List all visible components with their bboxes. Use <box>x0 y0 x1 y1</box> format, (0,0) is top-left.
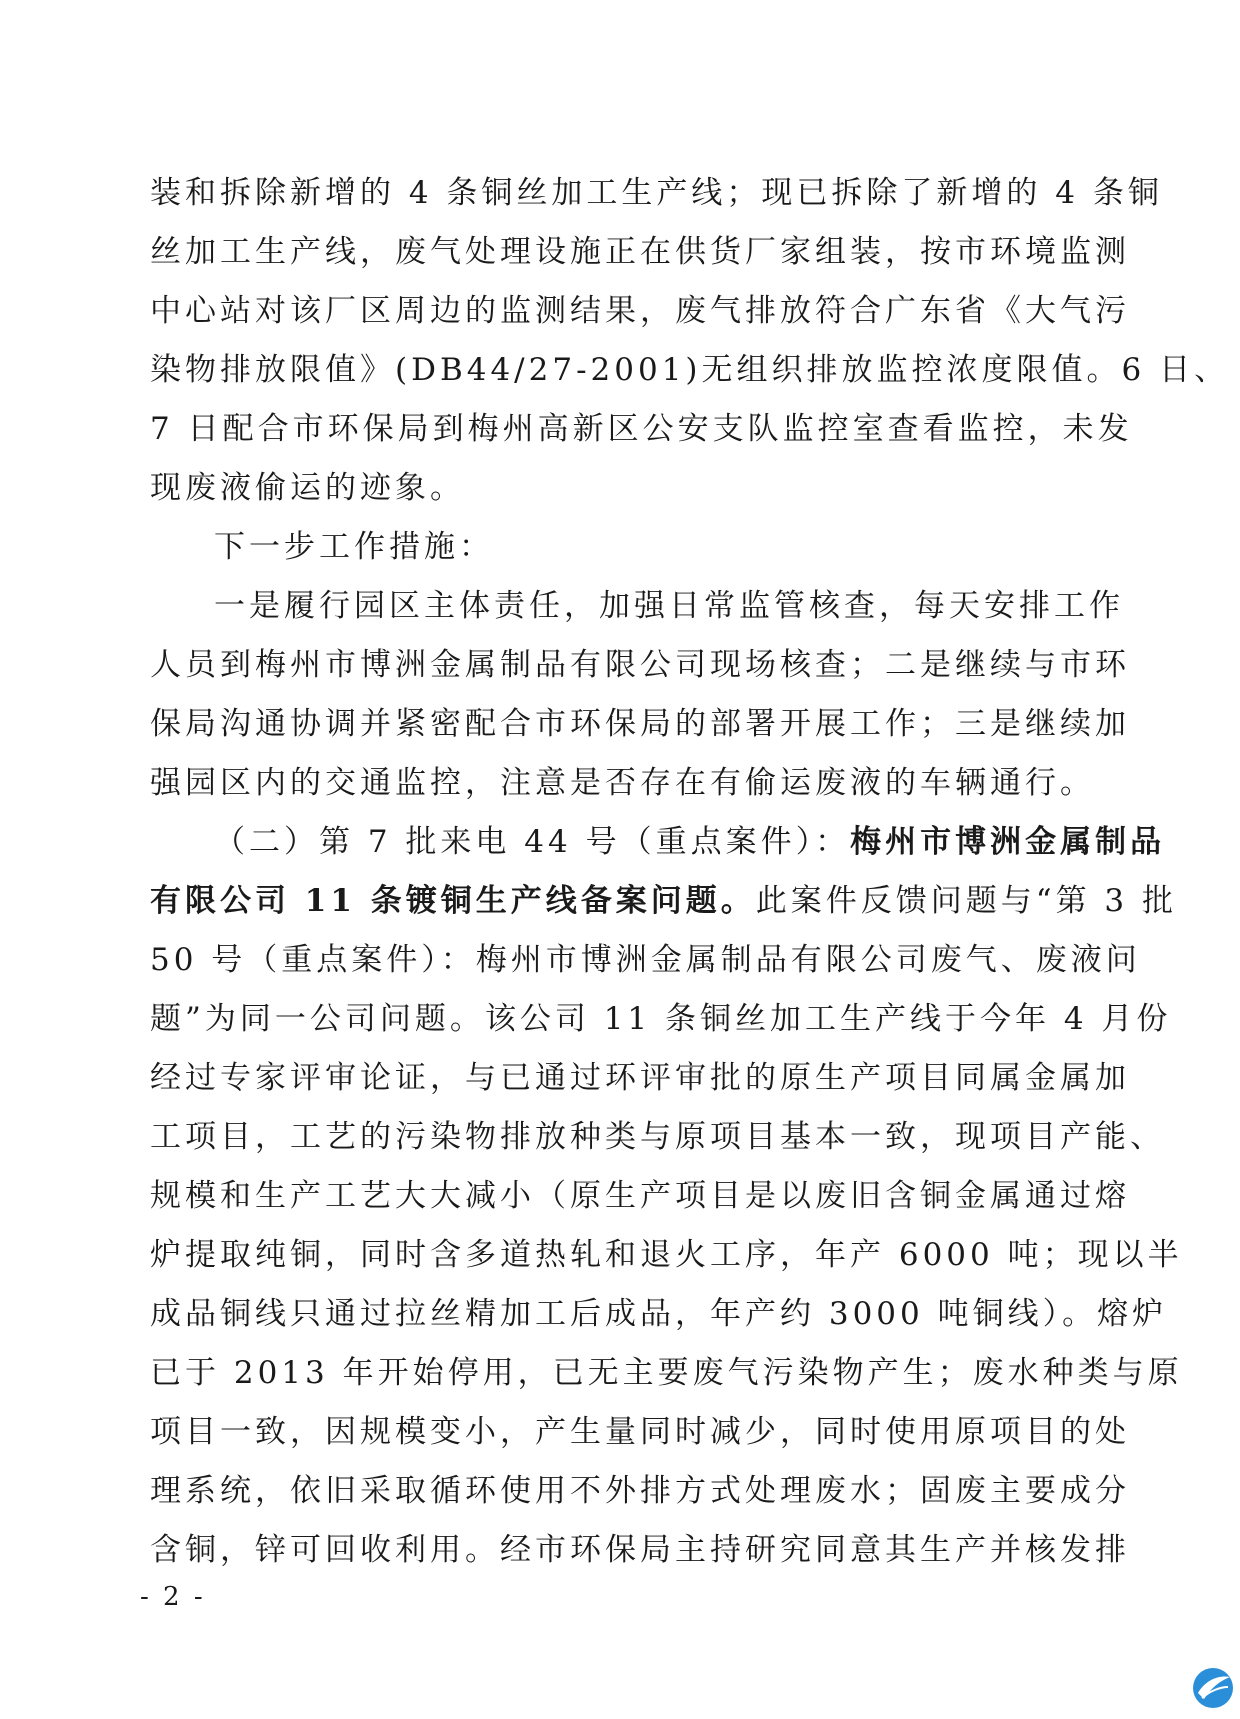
text-line: 丝加工生产线，废气处理设施正在供货厂家组装，按市环境监测 <box>150 234 1130 270</box>
case2-line: 50 号（重点案件）：梅州市博洲金属制品有限公司废气、废液问 <box>150 942 1141 978</box>
case2-line2-rest: 此案件反馈问题与“第 3 批 <box>755 883 1178 919</box>
measures-line: 人员到梅州市博洲金属制品有限公司现场核查；二是继续与市环 <box>150 647 1130 683</box>
text-line: 现废液偷运的迹象。 <box>150 470 465 506</box>
case2-title-line <box>150 872 1178 931</box>
case2-line: 已于 2013 年开始停用，已无主要废气污染物产生；废水种类与原 <box>150 1355 1183 1391</box>
case2-heading-line <box>150 813 1166 872</box>
case2-line: 理系统，依旧采取循环使用不外排方式处理废水；固废主要成分 <box>150 1473 1130 1509</box>
page-number: - 2 - <box>140 1582 206 1612</box>
case2-title-part2: 有限公司 11 条镀铜生产线备案问题。 <box>150 883 756 919</box>
text-line: 装和拆除新增的 4 条铜丝加工生产线；现已拆除了新增的 4 条铜 <box>150 175 1163 211</box>
case2-line: 题”为同一公司问题。该公司 11 条铜丝加工生产线于今年 4 月份 <box>150 1001 1172 1037</box>
case2-line: 项目一致，因规模变小，产生量同时减少，同时使用原项目的处 <box>150 1414 1130 1450</box>
case2-intro: （二）第 7 批来电 44 号（重点案件）： <box>214 824 851 860</box>
case2-line: 规模和生产工艺大大减小（原生产项目是以废旧含铜金属通过熔 <box>150 1178 1130 1214</box>
text-line: 染物排放限值》(DB44/27-2001)无组织排放监控浓度限值。6 日、 <box>150 352 1230 388</box>
measures-line: 一是履行园区主体责任，加强日常监管核查，每天安排工作 <box>214 588 1124 624</box>
next-steps-heading: 下一步工作措施： <box>214 529 494 565</box>
case2-line: 炉提取纯铜，同时含多道热轧和退火工序，年产 6000 吨；现以半 <box>150 1237 1183 1273</box>
logo-icon <box>1190 1665 1236 1711</box>
case2-title-part1: 梅州市博洲金属制品 <box>850 824 1166 860</box>
text-line: 7 日配合市环保局到梅州高新区公安支队监控室查看监控，未发 <box>150 411 1133 447</box>
measures-line: 强园区内的交通监控，注意是否存在有偷运废液的车辆通行。 <box>150 765 1095 801</box>
case2-line: 经过专家评审论证，与已通过环评审批的原生产项目同属金属加 <box>150 1060 1130 1096</box>
case2-line: 工项目，工艺的污染物排放种类与原项目基本一致，现项目产能、 <box>150 1119 1165 1155</box>
case2-line: 成品铜线只通过拉丝精加工后成品，年产约 3000 吨铜线）。熔炉 <box>150 1296 1168 1332</box>
text-line: 中心站对该厂区周边的监测结果，废气排放符合广东省《大气污 <box>150 293 1130 329</box>
body-text <box>150 164 1230 1580</box>
measures-line: 保局沟通协调并紧密配合市环保局的部署开展工作；三是继续加 <box>150 706 1130 742</box>
case2-line: 含铜，锌可回收利用。经市环保局主持研究同意其生产并核发排 <box>150 1532 1130 1568</box>
